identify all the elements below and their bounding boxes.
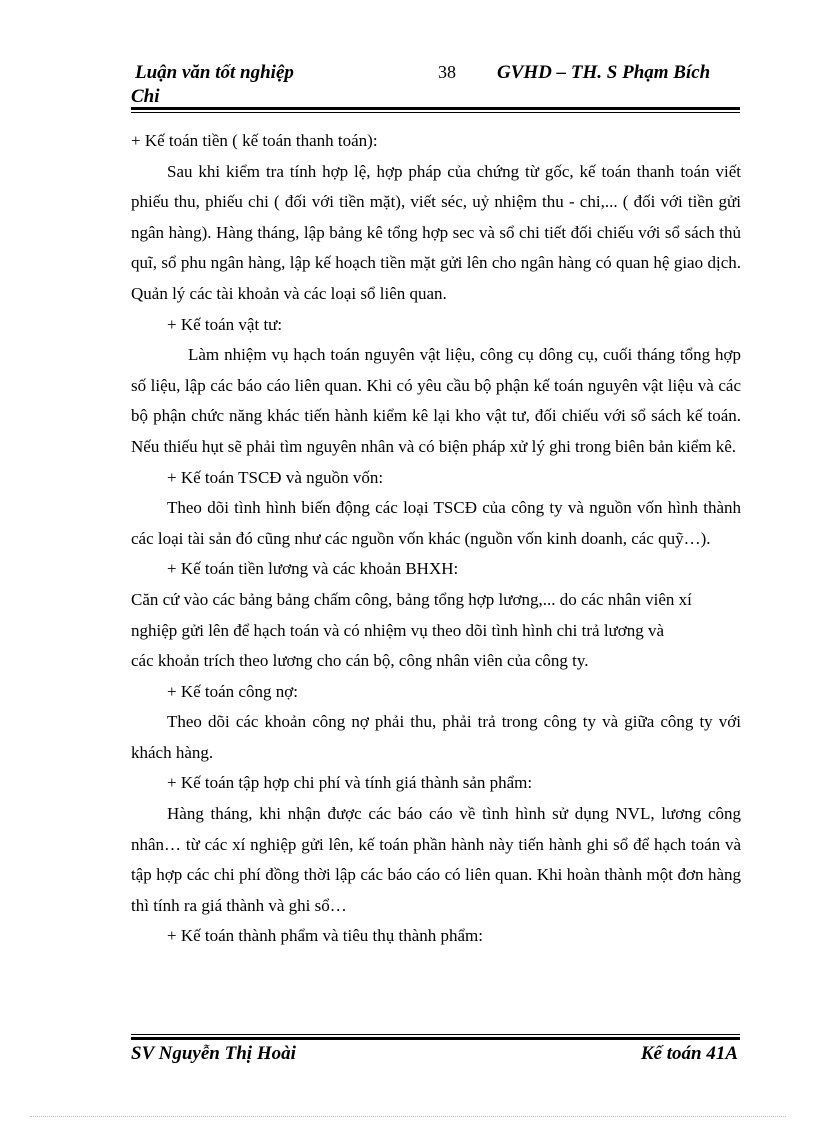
section-heading: + Kế toán công nợ: <box>167 681 298 701</box>
header-advisor: GVHD – TH. S Phạm Bích <box>497 62 711 83</box>
page-edge-dotted-line <box>30 1116 786 1117</box>
header-title: Luận văn tốt nghiệp <box>135 62 294 83</box>
footer-rule-thin <box>131 1034 740 1035</box>
paragraph: các khoản trích theo lương cho cán bộ, công nhân viên của công ty. <box>131 651 589 671</box>
footer-rule-thick <box>131 1037 740 1040</box>
section-heading: + Kế toán tiền lương và các khoản BHXH: <box>167 559 459 579</box>
section-heading: + Kế toán thành phẩm và tiêu thụ thành phẩm: <box>167 926 483 946</box>
paragraph: Sau khi kiểm tra tính hợp lệ, hợp pháp của chứng từ gốc, kế toán thanh toán viết phiếu thu, phiếu chi ( đối với tiền mặt), viết séc, uỷ nhiệm thu - chi,... ( đối với tiền gửi ngân hàng). Hàng tháng, lập bảng kê tổng hợp sec và sổ chi tiết đối chiếu với sổ sách thủ quĩ, sổ phu ngân hàng, lập kế hoạch tiền mặt gửi lên cho ngân hàng có quan hệ giao dịch. Quản lý các tài khoản và các loại sổ liên quan. <box>131 161 741 303</box>
section-heading: + Kế toán vật tư: <box>167 314 283 334</box>
section-heading: + Kế toán TSCĐ và nguồn vốn: <box>167 467 384 487</box>
section-heading: + Kế toán tập hợp chi phí và tính giá thành sản phẩm: <box>167 773 533 793</box>
footer-class: Kế toán 41A <box>640 1043 738 1064</box>
section-heading: + Kế toán tiền ( kế toán thanh toán): <box>131 131 378 150</box>
header-rule-thick <box>131 107 740 110</box>
footer-student: SV Nguyễn Thị Hoài <box>131 1043 296 1064</box>
header-rule-thin <box>131 112 740 113</box>
paragraph: Theo dõi các khoản công nợ phải thu, phải trả trong công ty và giữa công ty với khách hàng. <box>131 712 741 762</box>
paragraph: Hàng tháng, khi nhận được các báo cáo về tình hình sử dụng NVL, lương công nhân… từ các xí nghiệp gửi lên, kế toán phần hành này tiến hành ghi sổ để hạch toán và tập hợp các chi phí đồng thời lập các báo cáo có liên quan. Khi hoàn thành một đơn hàng thì tính ra giá thành và ghi sổ… <box>131 804 741 915</box>
header-title-continued: Chi <box>131 86 160 107</box>
paragraph: Căn cứ vào các bảng bảng chấm công, bảng tổng hợp lương,... do các nhân viên xí nghiệp gửi lên để hạch toán và có nhiệm vụ theo dõi tình hình chi trả lương và <box>131 589 692 640</box>
document-body <box>131 126 741 952</box>
paragraph: Làm nhiệm vụ hạch toán nguyên vật liệu, công cụ dông cụ, cuối tháng tổng hợp số liệu, lập các báo cáo liên quan. Khi có yêu cầu bộ phận kế toán nguyên vật liệu và các bộ phận chức năng khác tiến hành kiểm kê lại kho vật tư, đối chiếu với sổ sách kế toán. Nếu thiếu hụt sẽ phải tìm nguyên nhân và có biện pháp xử lý ghi trong biên bản kiểm kê. <box>131 345 741 456</box>
paragraph: Theo dõi tình hình biến động các loại TSCĐ của công ty và nguồn vốn hình thành các loại tài sản đó cũng như các nguồn vốn khác (nguồn vốn kinh doanh, các quỹ…). <box>131 498 741 548</box>
page-number: 38 <box>438 62 456 82</box>
